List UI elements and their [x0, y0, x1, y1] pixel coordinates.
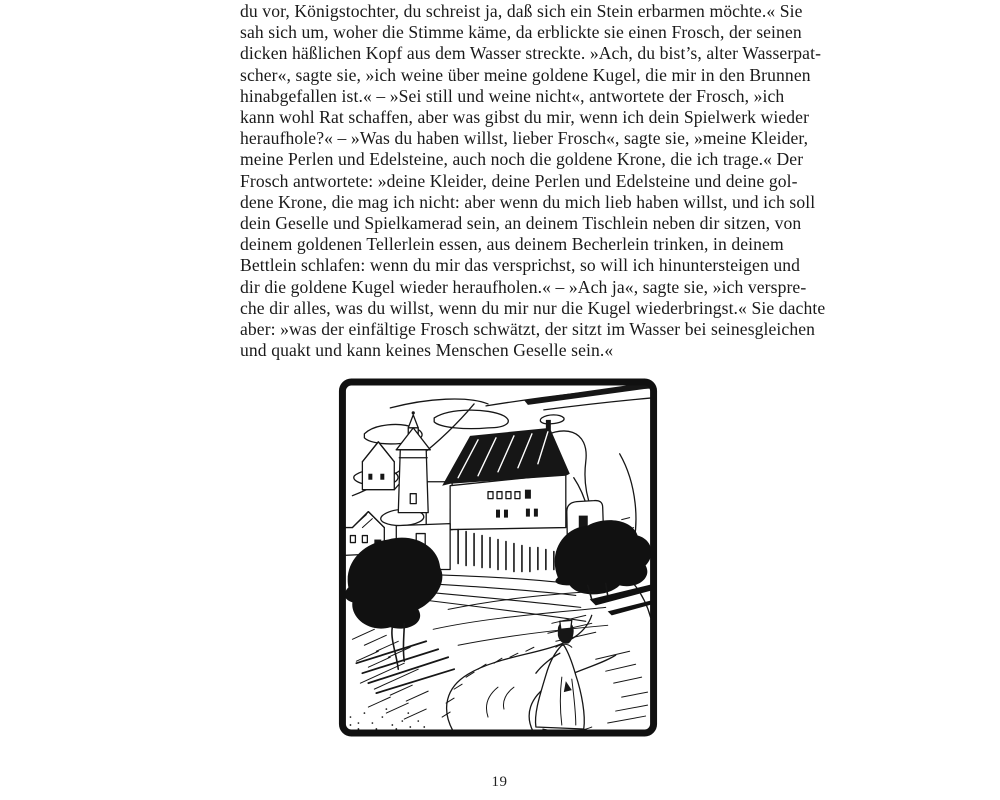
- text-line: meine Perlen und Edelsteine, auch noch die goldene Krone, die ich trage.« Der: [240, 149, 804, 170]
- illustration-drawing: [338, 378, 658, 737]
- text-line-last: und quakt und kann keines Menschen Geselle sein.«: [240, 340, 614, 361]
- text-line: dein Geselle und Spielkamerad sein, an deinem Tischlein neben dir sitzen, von: [240, 213, 802, 234]
- text-line: dicken häßlichen Kopf aus dem Wasser streckte. »Ach, du bist’s, alter Wasserpat-: [240, 43, 822, 64]
- text-line: du vor, Königstochter, du schreist ja, daß sich ein Stein erbarmen möchte.« Sie: [240, 1, 803, 21]
- text-line: deinem goldenen Tellerlein essen, aus deinem Becherlein trinken, in deinem: [240, 234, 784, 255]
- text-line: Bettlein schlafen: wenn du mir das versprichst, so will ich hinuntersteigen und: [240, 255, 801, 276]
- text-line: dene Krone, die mag ich nicht: aber wenn du mich lieb haben willst, und ich soll: [240, 191, 816, 212]
- princess-crown: [560, 620, 572, 629]
- princess-gown: [536, 645, 585, 729]
- text-line: heraufhole?« – »Was du haben willst, lieber Frosch«, sagte sie, »meine Kleider,: [240, 128, 809, 149]
- trees: [345, 520, 656, 669]
- body-text: [240, 1, 826, 361]
- story-illustration: [338, 378, 658, 737]
- text-line: kann wohl Rat schaffen, aber was gibst du mir, wenn ich dein Spielwerk wieder: [240, 107, 810, 128]
- page-number: 19: [491, 774, 508, 790]
- text-line: sah sich um, woher die Stimme käme, da erblickte sie einen Frosch, der seinen: [240, 22, 802, 43]
- text-line: Frosch antwortete: »deine Kleider, deine Perlen und Edelsteine und deine gol-: [240, 170, 798, 191]
- text-line: che dir alles, was du willst, wenn du mir nur die Kugel wiederbringst.« Sie dachte: [240, 297, 826, 318]
- text-line: scher«, sagte sie, »ich weine über meine goldene Kugel, die mir in den Brunnen: [240, 64, 811, 85]
- text-line: hinabgefallen ist.« – »Sei still und weine nicht«, antwortete der Frosch, »ich: [240, 85, 785, 106]
- text-line: dir die goldene Kugel wieder heraufholen.« – »Ach ja«, sagte sie, »ich verspre-: [240, 276, 807, 297]
- text-line: aber: »was der einfältige Frosch schwätzt, der sitzt im Wasser bei seinesgleichen: [240, 319, 816, 340]
